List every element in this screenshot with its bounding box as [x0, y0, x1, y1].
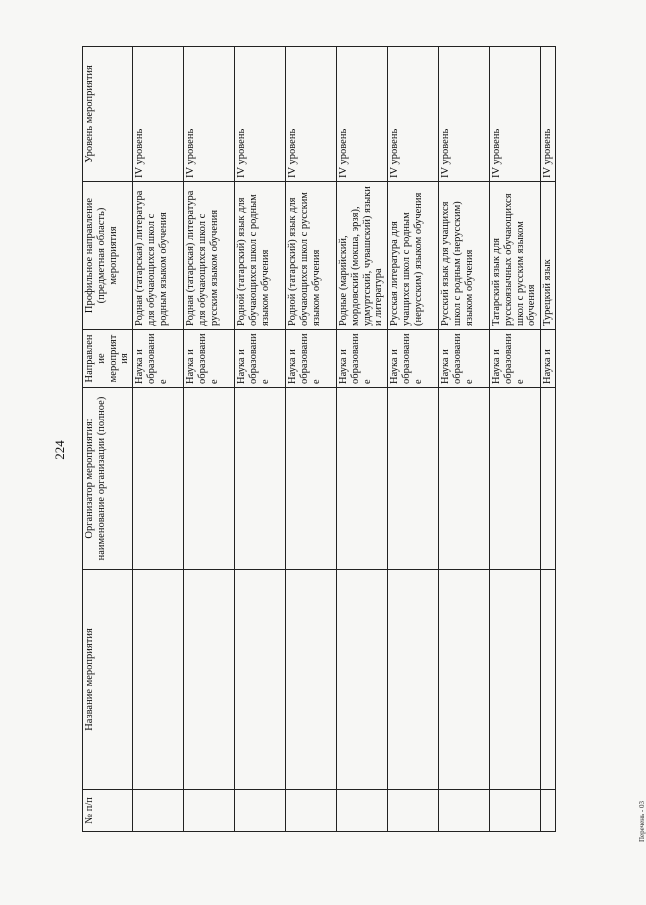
cell-number: [490, 790, 541, 832]
cell-direction: Наука и образование: [490, 330, 541, 388]
cell-organizer: [490, 388, 541, 570]
table-row: [235, 47, 286, 832]
cell-number: [235, 790, 286, 832]
cell-direction: Наука и образование: [439, 330, 490, 388]
rotated-table-container: [82, 47, 617, 832]
header-number: № п/п: [83, 790, 133, 832]
cell-event-name: [286, 570, 337, 790]
cell-number: [541, 790, 556, 832]
table-row: [286, 47, 337, 832]
cell-direction: Наука и образование: [184, 330, 235, 388]
cell-number: [388, 790, 439, 832]
header-event-name: Название мероприятия: [83, 570, 133, 790]
cell-profile: Русский язык для учащихся школ с родным (нерусским) языком обучения: [439, 182, 490, 330]
table-row: [184, 47, 235, 832]
cell-level: IV уровень: [388, 47, 439, 182]
table-row: [541, 47, 556, 832]
cell-organizer: [541, 388, 556, 570]
header-organizer: Организатор мероприятия: наименование организации (полное): [83, 388, 133, 570]
cell-event-name: [439, 570, 490, 790]
cell-profile: Родной (татарский) язык для обучающихся школ с русским языком обучения: [286, 182, 337, 330]
cell-event-name: [235, 570, 286, 790]
cell-profile: Русская литература для учащихся школ с родным (нерусским) языком обучения: [388, 182, 439, 330]
cell-level: IV уровень: [337, 47, 388, 182]
cell-event-name: [490, 570, 541, 790]
cell-event-name: [184, 570, 235, 790]
cell-number: [337, 790, 388, 832]
cell-direction: Наука и образование: [235, 330, 286, 388]
cell-level: IV уровень: [541, 47, 556, 182]
table-row: [490, 47, 541, 832]
header-profile: Профильное направление (предметная область) мероприятия: [83, 182, 133, 330]
cell-profile: Татарский язык для русскоязычных обучающихся школ с русским языком обучения: [490, 182, 541, 330]
cell-organizer: [184, 388, 235, 570]
cell-number: [286, 790, 337, 832]
cell-level: IV уровень: [235, 47, 286, 182]
cell-event-name: [133, 570, 184, 790]
cell-level: IV уровень: [184, 47, 235, 182]
cell-organizer: [337, 388, 388, 570]
cell-organizer: [388, 388, 439, 570]
table-body: [133, 47, 556, 832]
cell-event-name: [388, 570, 439, 790]
cell-profile: Родная (татарская) литература для обучающихся школ с русским языком обучения: [184, 182, 235, 330]
header-direction: Направление мероприятия: [83, 330, 133, 388]
table-row: [337, 47, 388, 832]
table-row: [388, 47, 439, 832]
cell-number: [184, 790, 235, 832]
cell-profile: Родная (татарская) литература для обучающихся школ с родным языком обучения: [133, 182, 184, 330]
cell-number: [133, 790, 184, 832]
cell-level: IV уровень: [439, 47, 490, 182]
cell-organizer: [286, 388, 337, 570]
cell-organizer: [133, 388, 184, 570]
cell-level: IV уровень: [286, 47, 337, 182]
cell-event-name: [337, 570, 388, 790]
cell-level: IV уровень: [490, 47, 541, 182]
table-row: [439, 47, 490, 832]
footer-code: Перечень - 03: [638, 801, 646, 842]
table-row: [133, 47, 184, 832]
events-table: [82, 46, 556, 832]
table-header-row: [83, 47, 133, 832]
cell-direction: Наука и: [541, 330, 556, 388]
header-level: Уровень мероприятия: [83, 47, 133, 182]
cell-direction: Наука и образование: [337, 330, 388, 388]
cell-direction: Наука и образование: [388, 330, 439, 388]
cell-organizer: [235, 388, 286, 570]
cell-level: IV уровень: [133, 47, 184, 182]
cell-event-name: [541, 570, 556, 790]
cell-profile: Родные (марийский, мордовский (мокша, эрзя), удмуртский, чувашский) языки и литература: [337, 182, 388, 330]
cell-organizer: [439, 388, 490, 570]
cell-direction: Наука и образование: [133, 330, 184, 388]
cell-profile: Родной (татарский) язык для обучающихся школ с родным языком обучения: [235, 182, 286, 330]
cell-number: [439, 790, 490, 832]
cell-profile: Турецкий язык: [541, 182, 556, 330]
page-number: 224: [52, 440, 67, 460]
cell-direction: Наука и образование: [286, 330, 337, 388]
